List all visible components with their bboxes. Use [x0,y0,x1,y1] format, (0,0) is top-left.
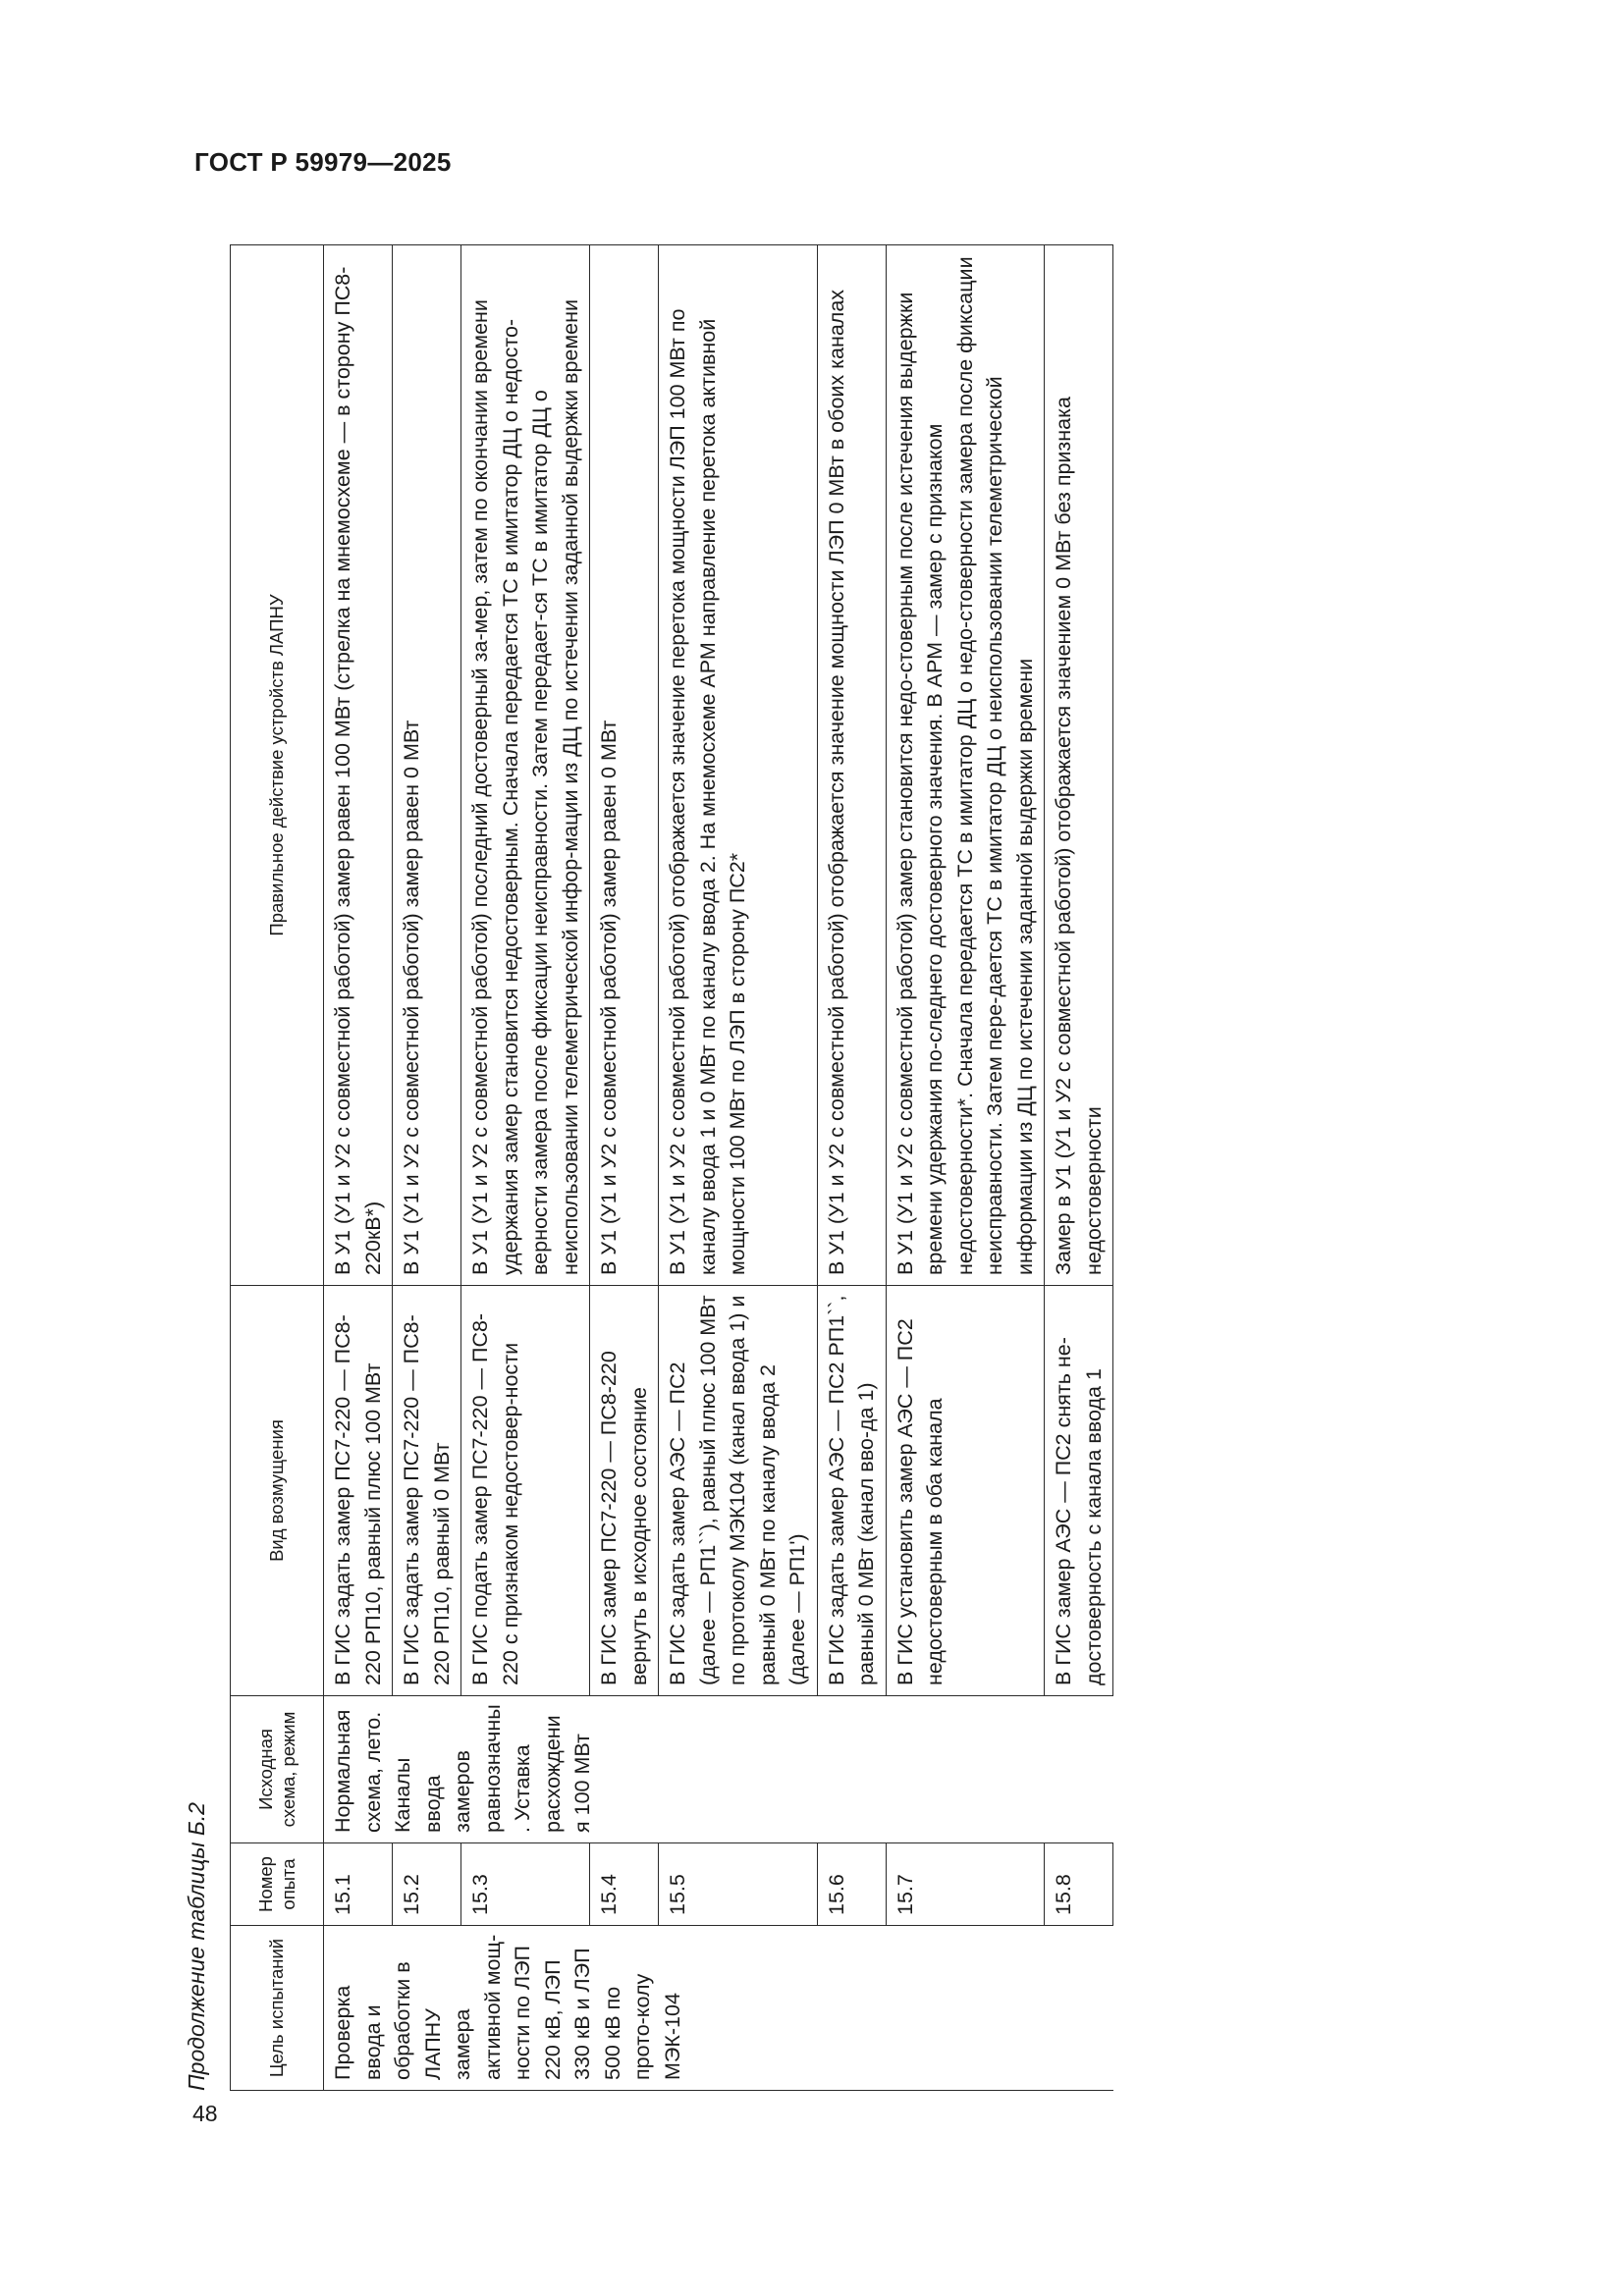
goal-cell: Проверка ввода и обработки в ЛАПНУ замера активной мощ-ности по ЛЭП 220 кВ, ЛЭП 330 кВ и ЛЭП 500 кВ по прото-колу МЭК-104 [324,1926,1113,2091]
initial-scheme-cell: Нормальная схема, лето. Каналы ввода замеров равнозначны. Уставка расхождения 100 МВт [324,1696,1113,1843]
action-cell: В У1 (У1 и У2 с совместной работой) замер равен 0 МВт [393,245,461,1286]
test-number-cell: 15.6 [817,1843,886,1926]
action-cell: В У1 (У1 и У2 с совместной работой) замер становится недо-стоверным после истечения выдержки времени удержания по-следнего достоверного значения. В АРМ — замер с признаком недостоверности*. Сначала передается ТС в имитатор ДЦ о недо-стоверности замера после фиксации неисправности. Затем пере-дается ТС в имитатор ДЦ о неиспользовании телеметрической информации из ДЦ по истечении заданной выдержки времени [886,245,1045,1286]
disturbance-cell: В ГИС задать замер АЭС — ПС2 РП1``, равный 0 МВт (канал вво-да 1) [817,1286,886,1696]
header-goal: Цель испытаний [231,1926,324,2091]
table-row [324,245,393,2091]
rotated-table-area [169,245,1316,2091]
header-correct-action: Правильное действие устройств ЛАПНУ [231,245,324,1286]
test-number-cell: 15.4 [590,1843,659,1926]
test-number-cell: 15.1 [324,1843,393,1926]
action-cell: В У1 (У1 и У2 с совместной работой) замер равен 100 МВт (стрелка на мнемосхеме — в сторону ПС8-220кВ*) [324,245,393,1286]
test-number-cell: 15.8 [1045,1843,1113,1926]
action-cell: Замер в У1 (У1 и У2 с совместной работой) отображается значением 0 МВт без признака недостоверности [1045,245,1113,1286]
document-code: ГОСТ Р 59979—2025 [194,147,452,177]
header-test-number: Номер опыта [231,1843,324,1926]
test-number-cell: 15.5 [659,1843,818,1926]
test-number-cell: 15.7 [886,1843,1045,1926]
disturbance-cell: В ГИС задать замер ПС7-220 — ПС8-220 РП10, равный плюс 100 МВт [324,1286,393,1696]
test-table [230,244,1113,2091]
disturbance-cell: В ГИС замер ПС7-220 — ПС8-220 вернуть в исходное состояние [590,1286,659,1696]
action-cell: В У1 (У1 и У2 с совместной работой) отображается значение мощности ЛЭП 0 МВт в обоих каналах [817,245,886,1286]
action-cell: В У1 (У1 и У2 с совместной работой) последний достоверный за-мер, затем по окончании времени удержания замер становится недостоверным. Сначала передается ТС в имитатор ДЦ о недосто-верности замера после фиксации неисправности. Затем передает-ся ТС в имитатор ДЦ о неиспользовании телеметрической инфор-мации из ДЦ по истечении заданной выдержки времени [461,245,590,1286]
disturbance-cell: В ГИС установить замер АЭС — ПС2 недостоверным в оба канала [886,1286,1045,1696]
header-disturbance: Вид возмущения [231,1286,324,1696]
disturbance-cell: В ГИС подать замер ПС7-220 — ПС8-220 с признаком недостовер-ности [461,1286,590,1696]
table-header-row [231,245,324,2091]
test-number-cell: 15.3 [461,1843,590,1926]
disturbance-cell: В ГИС задать замер ПС7-220 — ПС8-220 РП10, равный 0 МВт [393,1286,461,1696]
disturbance-cell: В ГИС замер АЭС — ПС2 снять не-достоверность с канала ввода 1 [1045,1286,1113,1696]
header-initial-scheme: Исходная схема, режим [231,1696,324,1843]
page-number: 48 [192,2101,218,2126]
disturbance-cell: В ГИС задать замер АЭС — ПС2 (далее — РП1``), равный плюс 100 МВт по протоколу МЭК104 (канал ввода 1) и равный 0 МВт по каналу ввода 2 (далее — РП1') [659,1286,818,1696]
action-cell: В У1 (У1 и У2 с совместной работой) замер равен 0 МВт [590,245,659,1286]
table-caption: Продолжение таблицы Б.2 [184,1802,209,2091]
test-number-cell: 15.2 [393,1843,461,1926]
action-cell: В У1 (У1 и У2 с совместной работой) отображается значение перетока мощности ЛЭП 100 МВт по каналу ввода 1 и 0 МВт по каналу ввода 2. На мнемосхеме АРМ направление перетока активной мощности 100 МВт по ЛЭП в сторону ПС2* [659,245,818,1286]
